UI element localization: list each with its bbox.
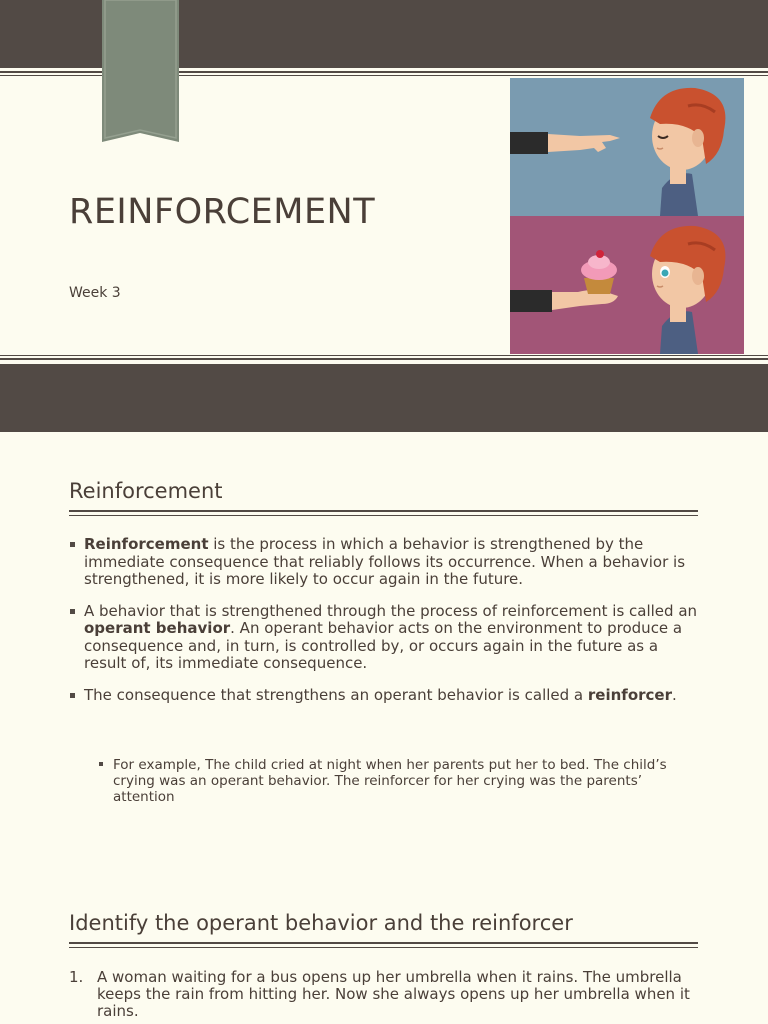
- reinforcement-slide: [0, 432, 768, 864]
- identify-slide: [0, 864, 768, 1024]
- slide-title: REINFORCEMENT: [69, 192, 376, 232]
- bottom-rule-1: [0, 355, 768, 356]
- bullet-item: [69, 687, 699, 705]
- slide-subtitle: Week 3: [69, 285, 121, 301]
- bullet-item: [69, 603, 699, 673]
- sub-bullet-item: For example, The child cried at night when her parents put her to bed. The child’s crying was an operant behavior. The reinforcer for her crying was the parents’ attention: [98, 757, 688, 805]
- bullet-item: [69, 536, 699, 589]
- heading-rule: [69, 942, 698, 948]
- list-item: [69, 969, 699, 1020]
- slide-heading: Reinforcement: [69, 479, 223, 503]
- bullet-text: The consequence that strengthens an operant behavior is called a: [84, 685, 588, 704]
- bold-term: operant behavior: [84, 619, 231, 637]
- sub-bullet-list: [98, 757, 688, 805]
- bullet-text: .: [672, 685, 677, 704]
- slide-heading: Identify the operant behavior and the reinforcer: [69, 911, 573, 935]
- bold-term: Reinforcement: [84, 535, 209, 553]
- bold-term: reinforcer: [587, 685, 672, 704]
- heading-rule: [69, 510, 698, 516]
- bullet-list: [69, 536, 699, 718]
- bookmark-ribbon-icon: [102, 0, 179, 142]
- numbered-list: [69, 969, 699, 1020]
- reinforcement-illustration: [510, 78, 744, 354]
- bullet-text: . An operant behavior acts on the environment to produce a consequence and, in turn, is controlled by, or occurs again in the future as a result of, its immediate consequence.: [84, 619, 683, 672]
- item-number: 1.: [69, 968, 84, 986]
- bottom-band: [0, 364, 768, 432]
- bullet-text: A behavior that is strengthened through the process of reinforcement is called an: [84, 601, 698, 620]
- bottom-rule-2: [0, 358, 768, 360]
- bullet-text: is the process in which a behavior is strengthened by the immediate consequence that reliably follows its occurrence. When a behavior is strengthened, it is more likely to occur again in the future.: [84, 535, 686, 588]
- title-slide: [0, 0, 768, 432]
- item-text: A woman waiting for a bus opens up her umbrella when it rains. The umbrella keeps the rain from hitting her. Now she always opens up her umbrella when it rains.: [97, 968, 690, 1020]
